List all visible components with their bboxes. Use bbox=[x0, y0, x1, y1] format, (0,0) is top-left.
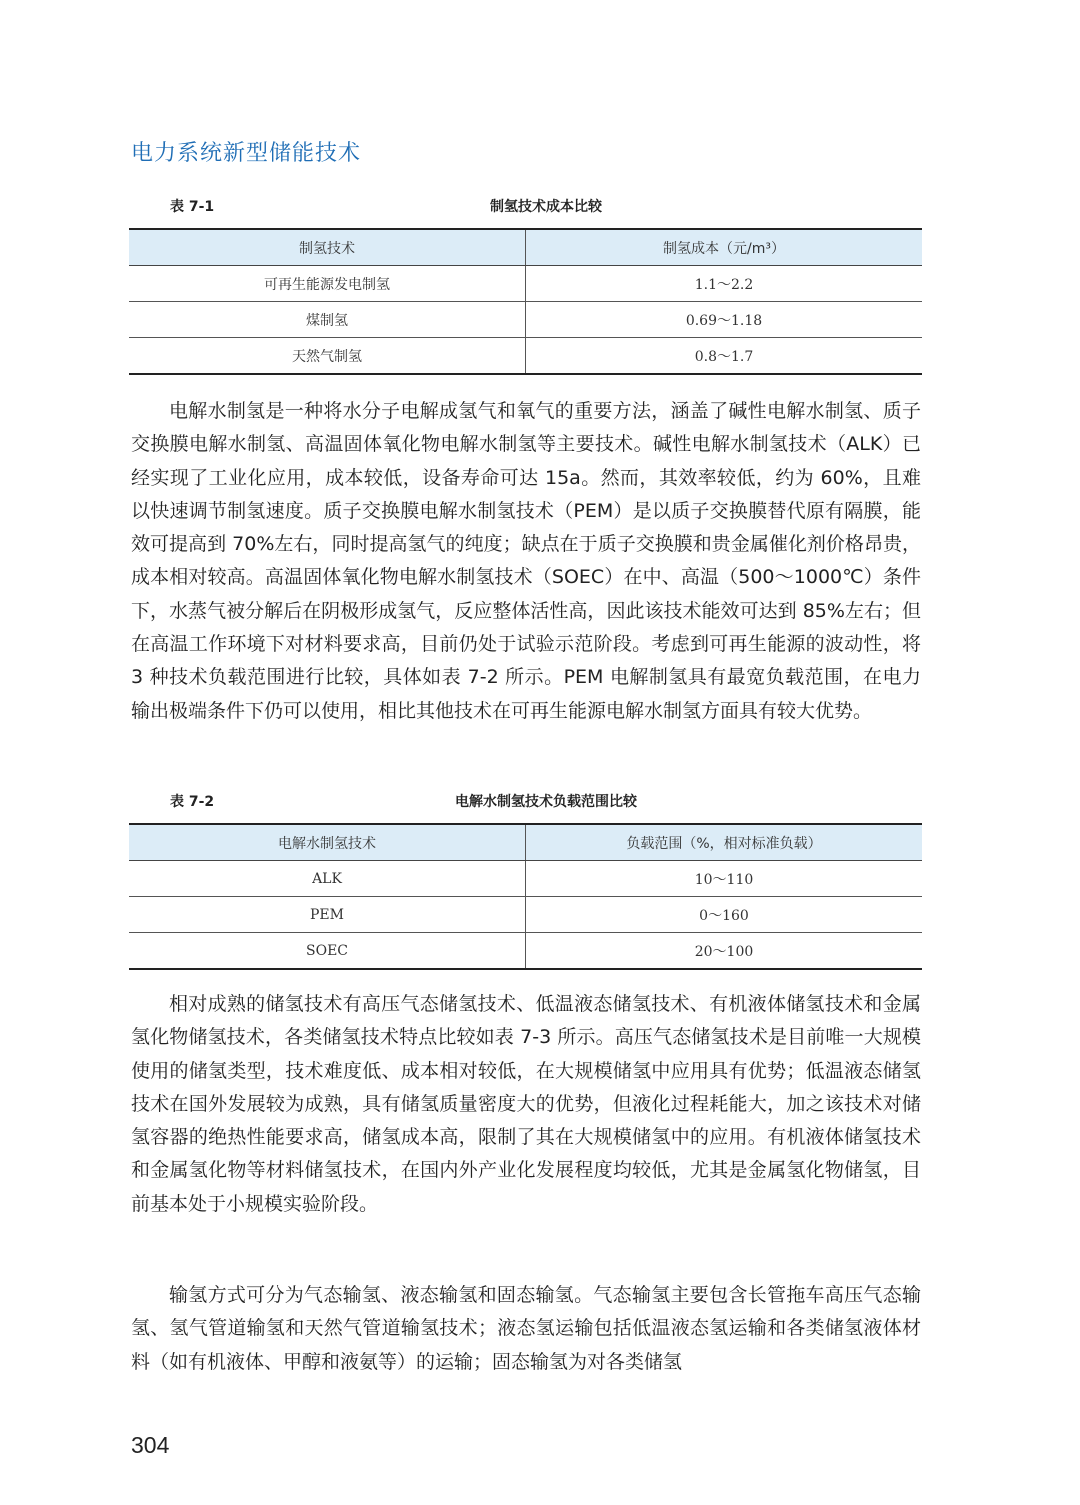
table-cell: 1.1～2.2 bbox=[526, 266, 923, 302]
page-number: 304 bbox=[131, 1432, 170, 1458]
table-cell: ALK bbox=[129, 861, 526, 897]
table-row bbox=[129, 266, 922, 302]
table-cell: 10～110 bbox=[526, 861, 923, 897]
table1-number: 表 7-1 bbox=[170, 199, 215, 215]
table2-number: 表 7-2 bbox=[170, 794, 215, 810]
table-cell: 可再生能源发电制氢 bbox=[129, 266, 526, 302]
table-row bbox=[129, 897, 922, 933]
table2-col-tech: 电解水制氢技术 bbox=[129, 824, 526, 861]
table2-title: 电解水制氢技术负载范围比较 bbox=[455, 794, 637, 810]
table-cell: 煤制氢 bbox=[129, 302, 526, 338]
table-row bbox=[129, 933, 922, 970]
table-cell: 20～100 bbox=[526, 933, 923, 970]
paragraph-electrolysis: 电解水制氢是一种将水分子电解成氢气和氧气的重要方法，涵盖了碱性电解水制氢、质子交换膜电解水制氢、高温固体氧化物电解水制氢等主要技术。碱性电解水制氢技术（ALK）已经实现了工业化应用，成本较低，设备寿命可达 15a。然而，其效率较低，约为 60%，且难以快速调节制氢速度。质子交换膜电解水制氢技术（PEM）是以质子交换膜替代原有隔膜，能效可提高到 70%左右，同时提高氢气的纯度；缺点在于质子交换膜和贵金属催化剂价格昂贵，成本相对较高。高温固体氧化物电解水制氢技术（SOEC）在中、高温（500～1000℃）条件下，水蒸气被分解后在阴极形成氢气，反应整体活性高，因此该技术能效可达到 85%左右；但在高温工作环境下对材料要求高，目前仍处于试验示范阶段。考虑到可再生能源的波动性，将 3 种技术负载范围进行比较，具体如表 7-2 所示。PEM 电解制氢具有最宽负载范围，在电力输出极端条件下仍可以使用，相比其他技术在可再生能源电解水制氢方面具有较大优势。 bbox=[131, 400, 921, 722]
paragraph-transport: 输氢方式可分为气态输氢、液态输氢和固态输氢。气态输氢主要包含长管拖车高压气态输氢、氢气管道输氢和天然气管道输氢技术；液态氢运输包括低温液态氢运输和各类储氢液体材料（如有机液体、甲醇和液氨等）的运输；固态输氢为对各类储氢 bbox=[131, 1284, 921, 1373]
table1-title: 制氢技术成本比较 bbox=[490, 199, 602, 215]
table-cell: 天然气制氢 bbox=[129, 338, 526, 375]
table-cell: 0.8～1.7 bbox=[526, 338, 923, 375]
table-header-row bbox=[129, 824, 922, 861]
table2 bbox=[129, 823, 922, 970]
table1-col-cost: 制氢成本（元/m³） bbox=[526, 229, 923, 266]
table-header-row bbox=[129, 229, 922, 266]
table-cell: 0～160 bbox=[526, 897, 923, 933]
table1-col-tech: 制氢技术 bbox=[129, 229, 526, 266]
table-cell: 0.69～1.18 bbox=[526, 302, 923, 338]
table-cell: PEM bbox=[129, 897, 526, 933]
table1 bbox=[129, 228, 922, 375]
table-row bbox=[129, 861, 922, 897]
table-row bbox=[129, 302, 922, 338]
paragraph-storage: 相对成熟的储氢技术有高压气态储氢技术、低温液态储氢技术、有机液体储氢技术和金属氢化物储氢技术，各类储氢技术特点比较如表 7-3 所示。高压气态储氢技术是目前唯一大规模使用的储氢类型，技术难度低、成本相对较低，在大规模储氢中应用具有优势；低温液态储氢技术在国外发展较为成熟，具有储氢质量密度大的优势，但液化过程耗能大，加之该技术对储氢容器的绝热性能要求高，储氢成本高，限制了其在大规模储氢中的应用。有机液体储氢技术和金属氢化物等材料储氢技术，在国内外产业化发展程度均较低，尤其是金属氢化物储氢，目前基本处于小规模实验阶段。 bbox=[131, 993, 921, 1215]
table-cell: SOEC bbox=[129, 933, 526, 970]
table2-col-load: 负载范围（%，相对标准负载） bbox=[526, 824, 923, 861]
running-header: 电力系统新型储能技术 bbox=[131, 141, 362, 166]
table-row bbox=[129, 338, 922, 375]
